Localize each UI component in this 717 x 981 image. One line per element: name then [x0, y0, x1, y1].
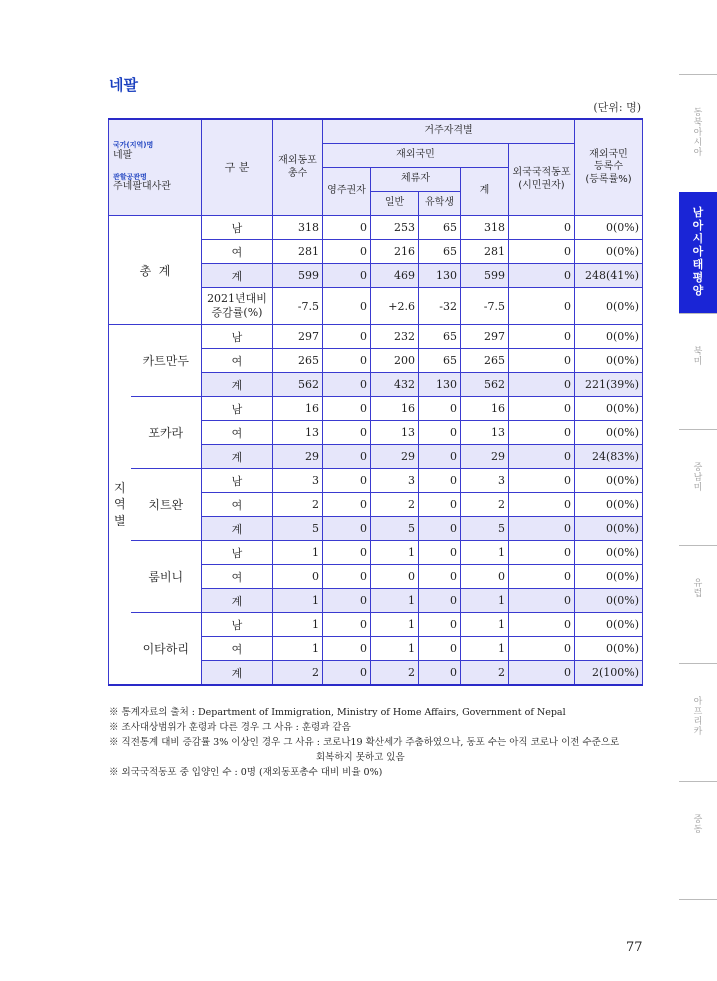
table-cell: 29: [273, 445, 323, 469]
table-row: [109, 613, 643, 637]
row-label: 계: [202, 445, 273, 469]
region-name: 이타하리: [131, 613, 202, 686]
header-overseas-citizen: 재외국민: [323, 144, 509, 168]
region-name: 치트완: [131, 469, 202, 541]
table-cell: 0: [323, 445, 371, 469]
table-cell: 0: [323, 589, 371, 613]
table-cell: 253: [371, 216, 419, 240]
table-cell: 0: [509, 469, 575, 493]
header-student: 유학생: [419, 192, 461, 216]
table-cell: 248(41%): [575, 264, 643, 288]
side-tab-5[interactable]: [679, 697, 717, 737]
table-cell: 0(0%): [575, 349, 643, 373]
row-label: 남: [202, 613, 273, 637]
table-cell: 0: [419, 613, 461, 637]
table-cell: 2: [461, 493, 509, 517]
table-cell: 599: [273, 264, 323, 288]
table-body: [109, 216, 643, 686]
row-label: 남: [202, 469, 273, 493]
table-cell: 1: [371, 541, 419, 565]
table-cell: 5: [273, 517, 323, 541]
header-gubun: 구 분: [202, 119, 273, 216]
table-cell: 0(0%): [575, 589, 643, 613]
table-cell: 0(0%): [575, 469, 643, 493]
table-cell: 0: [323, 373, 371, 397]
table-cell: 216: [371, 240, 419, 264]
table-cell: 1: [371, 613, 419, 637]
table-cell: 0(0%): [575, 613, 643, 637]
table-cell: 0: [323, 469, 371, 493]
table-cell: 265: [273, 349, 323, 373]
header-corner: 국가(지역)명 네팔 관할공관명 주네팔대사관: [109, 119, 202, 216]
table-cell: 13: [273, 421, 323, 445]
header-foreign-national: 외국국적동포 (시민권자): [509, 144, 575, 216]
table-cell: 0: [419, 637, 461, 661]
table-cell: 16: [461, 397, 509, 421]
table-cell: 0: [419, 397, 461, 421]
table-cell: -7.5: [461, 288, 509, 325]
table-cell: 0: [509, 445, 575, 469]
table-cell: 1: [371, 589, 419, 613]
footnote-line: ※ 외국국적동포 중 입양인 수 : 0명 (재외동포총수 대비 비율 0%): [109, 767, 383, 778]
table-cell: 130: [419, 373, 461, 397]
row-label: 남: [202, 541, 273, 565]
table-cell: 318: [273, 216, 323, 240]
table-cell: 16: [371, 397, 419, 421]
table-cell: 562: [273, 373, 323, 397]
side-tab-label: 중동: [693, 815, 703, 835]
region-name: 포카라: [131, 397, 202, 469]
side-tab-bar: [679, 0, 717, 981]
table-cell: 0: [509, 397, 575, 421]
region-name: 카트만두: [131, 325, 202, 397]
table-cell: 0: [509, 613, 575, 637]
header-sojourn: 체류자: [371, 168, 461, 192]
table-cell: 2: [371, 661, 419, 686]
table-cell: -32: [419, 288, 461, 325]
table-cell: 0(0%): [575, 288, 643, 325]
table-cell: 0: [509, 421, 575, 445]
table-cell: 0: [273, 565, 323, 589]
table-cell: 0: [419, 565, 461, 589]
table-cell: 0: [419, 661, 461, 686]
table-cell: 1: [273, 541, 323, 565]
row-label: 남: [202, 216, 273, 240]
side-tab-label: 동북아시아: [693, 108, 703, 158]
table-cell: 0(0%): [575, 325, 643, 349]
table-cell: 0: [509, 373, 575, 397]
table-cell: 0: [509, 288, 575, 325]
table-row: [109, 216, 643, 240]
table-cell: 0(0%): [575, 517, 643, 541]
table-cell: 1: [273, 589, 323, 613]
footnotes: [109, 705, 649, 780]
table-cell: 0: [371, 565, 419, 589]
footnote-line: ※ 직전통계 대비 증감률 3% 이상인 경우 그 사유 : 코로나19 확산세가 주춤하였으나, 동포 수는 아직 코로나 이전 수준으로: [109, 737, 620, 748]
table-cell: 5: [371, 517, 419, 541]
footnote-line: ※ 조사대상범위가 훈령과 다른 경우 그 사유 : 훈령과 같음: [109, 722, 351, 733]
table-cell: 599: [461, 264, 509, 288]
table-cell: +2.6: [371, 288, 419, 325]
side-tab-label: 유럽: [693, 579, 703, 599]
table-cell: 469: [371, 264, 419, 288]
table-cell: 0(0%): [575, 493, 643, 517]
table-cell: 0(0%): [575, 240, 643, 264]
row-label: 계: [202, 589, 273, 613]
region-name: 룸비니: [131, 541, 202, 613]
row-label: 남: [202, 397, 273, 421]
table-cell: 0: [323, 397, 371, 421]
unit-label: (단위: 명): [593, 101, 641, 114]
side-tab-2[interactable]: [679, 347, 717, 367]
table-cell: 0: [419, 493, 461, 517]
table-cell: 3: [371, 469, 419, 493]
footnote-line: ※ 통계자료의 출처 : Department of Immigration, Ministry of Home Affairs, Government of Nepal: [109, 707, 566, 718]
table-cell: 0: [323, 517, 371, 541]
table-cell: 0: [509, 589, 575, 613]
table-cell: 1: [461, 589, 509, 613]
header-permanent: 영주권자: [323, 168, 371, 216]
side-tab-divider: [679, 781, 717, 782]
table-cell: 0(0%): [575, 216, 643, 240]
table-cell: 16: [273, 397, 323, 421]
table-cell: 5: [461, 517, 509, 541]
header-total-overseas: 재외동포 총수: [273, 119, 323, 216]
row-label: 계: [202, 264, 273, 288]
side-tab-6[interactable]: [679, 815, 717, 835]
table-cell: 297: [461, 325, 509, 349]
table-cell: 0: [323, 240, 371, 264]
table-cell: 0(0%): [575, 565, 643, 589]
table-cell: 3: [273, 469, 323, 493]
table-cell: 200: [371, 349, 419, 373]
region-side-label-cell: [109, 325, 131, 686]
table-cell: 0: [509, 493, 575, 517]
table-cell: 2: [371, 493, 419, 517]
table-cell: 24(83%): [575, 445, 643, 469]
side-tab-label: 아프리카: [693, 697, 703, 737]
side-tab-divider: [679, 545, 717, 546]
table-cell: 1: [371, 637, 419, 661]
total-group-label: 총 계: [109, 216, 202, 325]
header-general: 일반: [371, 192, 419, 216]
table-cell: 0: [419, 445, 461, 469]
table-cell: 0: [419, 421, 461, 445]
table-cell: 29: [371, 445, 419, 469]
table-cell: 0: [323, 288, 371, 325]
side-tab-divider: [679, 313, 717, 314]
table-cell: 432: [371, 373, 419, 397]
table-cell: 0: [323, 613, 371, 637]
side-tab-4[interactable]: [679, 579, 717, 599]
side-tab-label: 남아시아태평양: [692, 206, 704, 297]
table-cell: 0: [509, 565, 575, 589]
table-cell: 13: [461, 421, 509, 445]
table-cell: 265: [461, 349, 509, 373]
table-cell: 221(39%): [575, 373, 643, 397]
table-cell: 0: [509, 517, 575, 541]
table-cell: 0: [323, 541, 371, 565]
table-cell: 1: [461, 541, 509, 565]
table-cell: 0: [323, 264, 371, 288]
table-cell: 0: [509, 661, 575, 686]
row-label: 여: [202, 493, 273, 517]
row-label: 계: [202, 661, 273, 686]
table-cell: 65: [419, 216, 461, 240]
row-label: 여: [202, 349, 273, 373]
header-registered: 재외국민 등록수 (등록률%): [575, 119, 643, 216]
table-row: [109, 397, 643, 421]
header-subtotal: 계: [461, 168, 509, 216]
table-cell: 297: [273, 325, 323, 349]
table-cell: 29: [461, 445, 509, 469]
table-cell: -7.5: [273, 288, 323, 325]
table-cell: 2: [273, 493, 323, 517]
table-cell: 1: [461, 637, 509, 661]
side-tab-3[interactable]: [679, 463, 717, 493]
table-cell: 0(0%): [575, 541, 643, 565]
page-number: 77: [626, 940, 643, 955]
table-cell: 0: [509, 349, 575, 373]
header-residence-status: 거주자격별: [323, 119, 575, 144]
row-label: 2021년대비 증감률(%): [202, 288, 273, 325]
table-cell: 318: [461, 216, 509, 240]
table-cell: 0: [419, 469, 461, 493]
table-cell: 65: [419, 325, 461, 349]
table-cell: 1: [461, 613, 509, 637]
table-cell: 1: [273, 637, 323, 661]
row-label: 남: [202, 325, 273, 349]
row-label: 여: [202, 421, 273, 445]
table-cell: 1: [273, 613, 323, 637]
side-tab-divider: [679, 429, 717, 430]
table-row: [109, 541, 643, 565]
table-cell: 0: [509, 541, 575, 565]
table-cell: 0: [323, 661, 371, 686]
side-tab-1[interactable]: [679, 192, 717, 313]
table-cell: 0: [509, 325, 575, 349]
page-title: 네팔: [109, 76, 138, 94]
footnote-line: 회복하지 못하고 있음: [316, 752, 405, 763]
row-label: 계: [202, 517, 273, 541]
region-side-label: 지 역 별: [113, 481, 126, 528]
table-cell: 0: [419, 517, 461, 541]
row-label: 여: [202, 637, 273, 661]
table-cell: 0: [509, 637, 575, 661]
row-label: 계: [202, 373, 273, 397]
table-cell: 281: [273, 240, 323, 264]
table-cell: 0: [419, 589, 461, 613]
table-cell: 130: [419, 264, 461, 288]
table-cell: 2: [461, 661, 509, 686]
side-tab-divider: [679, 74, 717, 75]
table-cell: 232: [371, 325, 419, 349]
table-cell: 0: [323, 637, 371, 661]
table-cell: 0: [509, 216, 575, 240]
table-row: [109, 325, 643, 349]
row-label: 여: [202, 240, 273, 264]
table-cell: 562: [461, 373, 509, 397]
table-cell: 0: [323, 421, 371, 445]
table-cell: 281: [461, 240, 509, 264]
table-cell: 3: [461, 469, 509, 493]
table-cell: 0: [419, 541, 461, 565]
table-cell: 0: [323, 349, 371, 373]
table-cell: 0: [461, 565, 509, 589]
table-cell: 0(0%): [575, 637, 643, 661]
table-cell: 0: [323, 565, 371, 589]
table-cell: 13: [371, 421, 419, 445]
side-tab-label: 북미: [693, 347, 703, 367]
table-cell: 0: [509, 240, 575, 264]
table-cell: 0(0%): [575, 421, 643, 445]
side-tab-label: 중남미: [693, 463, 703, 493]
table-cell: 0: [509, 264, 575, 288]
table-cell: 0: [323, 325, 371, 349]
side-tab-0[interactable]: [679, 108, 717, 158]
row-label: 여: [202, 565, 273, 589]
table-cell: 2(100%): [575, 661, 643, 686]
table-cell: 65: [419, 240, 461, 264]
side-tab-divider: [679, 663, 717, 664]
table-cell: 65: [419, 349, 461, 373]
table-cell: 0(0%): [575, 397, 643, 421]
table-row: [109, 469, 643, 493]
statistics-table: [108, 118, 643, 686]
table-cell: 0: [323, 216, 371, 240]
side-tab-divider: [679, 899, 717, 900]
table-cell: 0: [323, 493, 371, 517]
table-cell: 2: [273, 661, 323, 686]
